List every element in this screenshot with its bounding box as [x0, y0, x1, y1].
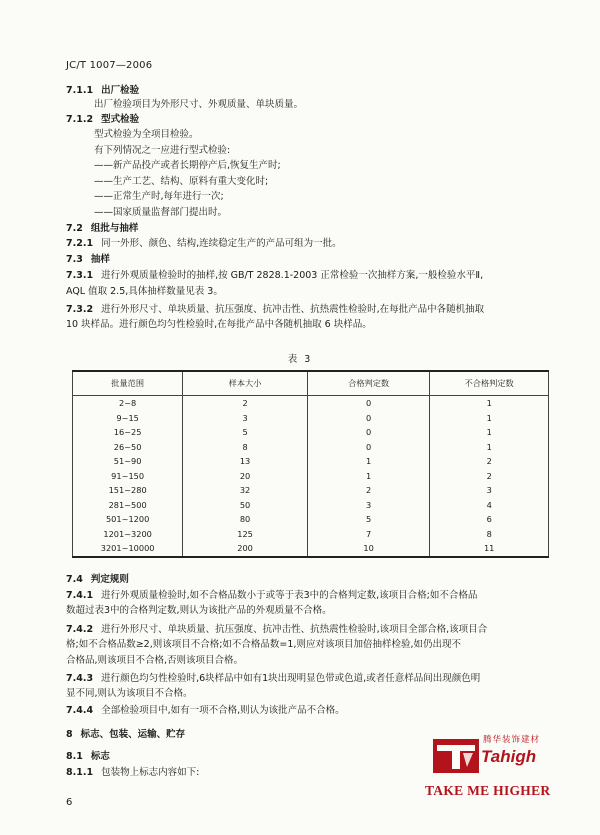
section-7-3-heading	[66, 253, 110, 266]
table-cell: 0	[307, 425, 430, 440]
table-cell: 8	[430, 527, 549, 542]
table-cell: 13	[183, 454, 308, 469]
table-cell: 501~1200	[73, 512, 183, 527]
paragraph: 进行外观质量检验时的抽样,按 GB/T 2828.1-2003 正常检验一次抽样方案,一般检验水平Ⅱ,	[101, 270, 484, 281]
section-number: 7.2	[66, 223, 83, 234]
paragraph: 进行颜色均匀性检验时,6块样品中如有1块出现明显色带或色道,或者任意样品间出现颜色明	[101, 673, 481, 684]
section-title: 判定规则	[90, 574, 129, 585]
table-cell: 50	[183, 498, 308, 513]
section-number: 7.4.3	[66, 673, 94, 684]
table-cell: 20	[183, 469, 308, 484]
table-row	[73, 396, 549, 411]
section-7-3-1	[66, 269, 483, 282]
brand-name: Tahigh	[481, 747, 537, 766]
list-item: ——国家质量监督部门提出时。	[94, 207, 228, 218]
table-cell: 2	[307, 483, 430, 498]
section-number: 7.4.4	[66, 705, 94, 716]
table-cell: 2	[430, 454, 549, 469]
table-caption: 表 3	[287, 354, 313, 365]
table-cell: 26~50	[73, 440, 183, 455]
table-cell: 1	[430, 411, 549, 426]
table-cell: 2	[183, 396, 308, 411]
paragraph: 进行外观质量检验时,如不合格品数小于或等于表3中的合格判定数,该项目合格;如不合格品	[101, 590, 478, 601]
sampling-table	[72, 370, 549, 558]
section-title: 组批与抽样	[90, 223, 139, 234]
table-cell: 11	[430, 541, 549, 557]
table-row	[73, 527, 549, 542]
table-cell: 281~500	[73, 498, 183, 513]
section-number: 8.1	[66, 751, 83, 762]
section-7-4-1	[66, 589, 477, 602]
paragraph: 合格品,则该项目不合格,否则该项目合格。	[66, 655, 244, 666]
table-cell: 10	[307, 541, 430, 557]
table-cell: 2	[430, 469, 549, 484]
section-number: 7.4	[66, 574, 83, 585]
table-cell: 7	[307, 527, 430, 542]
section-number: 7.1.1	[66, 85, 94, 96]
table-cell: 200	[183, 541, 308, 557]
table-cell: 3	[307, 498, 430, 513]
section-title: 标志	[90, 751, 110, 762]
section-number: 7.3	[66, 254, 83, 265]
table-cell: 5	[183, 425, 308, 440]
paragraph: AQL 值取 2.5,具体抽样数量见表 3。	[66, 286, 223, 297]
table-cell: 3	[183, 411, 308, 426]
paragraph: 进行外形尺寸、单块质量、抗压强度、抗冲击性、抗热震性检验时,在每批产品中各随机抽取	[101, 304, 485, 315]
paragraph: 出厂检验项目为外形尺寸、外观质量、单块质量。	[94, 99, 304, 110]
table-cell: 1	[430, 425, 549, 440]
table-cell: 4	[430, 498, 549, 513]
brand-chinese-name: 腾华装饰建材	[483, 735, 541, 745]
table-cell: 0	[307, 440, 430, 455]
paragraph: 格;如不合格品数≥2,则该项目不合格;如不合格品数=1,则应对该项目加倍抽样检验,如仍出现不	[66, 639, 461, 650]
table-cell: 9~15	[73, 411, 183, 426]
section-number: 7.2.1	[66, 238, 94, 249]
section-8-1-heading	[66, 750, 110, 763]
table-row	[73, 440, 549, 455]
brand-mark-icon	[433, 739, 479, 773]
table-row	[73, 425, 549, 440]
section-7-2-heading	[66, 222, 138, 235]
table-cell: 6	[430, 512, 549, 527]
table-cell: 1	[430, 440, 549, 455]
table-row	[73, 469, 549, 484]
table-cell: 16~25	[73, 425, 183, 440]
list-item: ——新产品投产或者长期停产后,恢复生产时;	[94, 160, 281, 171]
table-row	[73, 454, 549, 469]
paragraph: 数超过表3中的合格判定数,则认为该批产品的外观质量不合格。	[66, 605, 332, 616]
column-header: 合格判定数	[307, 371, 430, 396]
paragraph: 全部检验项目中,如有一项不合格,则认为该批产品不合格。	[101, 705, 345, 716]
section-7-4-2	[66, 623, 487, 636]
section-number: 7.1.2	[66, 114, 94, 125]
section-title: 抽样	[90, 254, 110, 265]
table-cell: 80	[183, 512, 308, 527]
paragraph: 10 块样品。进行颜色均匀性检验时,在每批产品中各随机抽取 6 块样品。	[66, 319, 372, 330]
paragraph: 同一外形、颜色、结构,连续稳定生产的产品可组为一批。	[101, 238, 342, 249]
table-cell: 1201~3200	[73, 527, 183, 542]
paragraph: 包装物上标志内容如下:	[101, 767, 200, 778]
section-7-1-2-heading	[66, 113, 139, 126]
table-cell: 51~90	[73, 454, 183, 469]
section-number: 7.3.1	[66, 270, 94, 281]
section-8-1-1	[66, 766, 199, 779]
table-cell: 3201~10000	[73, 541, 183, 557]
section-title: 出厂检验	[101, 85, 140, 96]
section-number: 8.1.1	[66, 767, 94, 778]
table-cell: 1	[307, 469, 430, 484]
table-row	[73, 541, 549, 557]
section-number: 7.4.1	[66, 590, 94, 601]
list-item: ——生产工艺、结构、原料有重大变化时;	[94, 176, 269, 187]
watermark-logo	[425, 729, 575, 824]
section-7-4-4	[66, 704, 345, 717]
brand-slogan: TAKE ME HIGHER	[425, 783, 551, 798]
table-cell: 1	[307, 454, 430, 469]
column-header: 批量范围	[73, 371, 183, 396]
table-header-row	[73, 371, 549, 396]
table-cell: 91~150	[73, 469, 183, 484]
section-7-3-2	[66, 303, 484, 316]
page-number: 6	[66, 797, 73, 808]
table-cell: 8	[183, 440, 308, 455]
table-row	[73, 498, 549, 513]
table-cell: 0	[307, 411, 430, 426]
paragraph: 显不同,则认为该项目不合格。	[66, 688, 193, 699]
paragraph: 型式检验为全项目检验。	[94, 129, 199, 140]
table-cell: 2~8	[73, 396, 183, 411]
section-7-4-3	[66, 672, 480, 685]
paragraph: 有下列情况之一应进行型式检验:	[94, 145, 231, 156]
section-7-1-1-heading	[66, 84, 139, 97]
section-number: 7.3.2	[66, 304, 94, 315]
table-cell: 3	[430, 483, 549, 498]
table-row	[73, 411, 549, 426]
table-row	[73, 512, 549, 527]
table-row	[73, 483, 549, 498]
running-header: JC/T 1007—2006	[66, 60, 153, 71]
column-header: 样本大小	[183, 371, 308, 396]
section-7-2-1	[66, 237, 342, 250]
section-7-4-heading	[66, 573, 129, 586]
table-cell: 151~280	[73, 483, 183, 498]
table-cell: 0	[307, 396, 430, 411]
table-cell: 5	[307, 512, 430, 527]
section-number: 8	[66, 729, 73, 740]
table-cell: 32	[183, 483, 308, 498]
section-title: 型式检验	[101, 114, 140, 125]
paragraph: 进行外形尺寸、单块质量、抗压强度、抗冲击性、抗热震性检验时,该项目全部合格,该项目合	[101, 624, 488, 635]
list-item: ——正常生产时,每年进行一次;	[94, 191, 224, 202]
section-number: 7.4.2	[66, 624, 94, 635]
table-cell: 125	[183, 527, 308, 542]
section-8-heading	[66, 728, 185, 741]
section-title: 标志、包装、运输、贮存	[80, 729, 186, 740]
table-cell: 1	[430, 396, 549, 411]
column-header: 不合格判定数	[430, 371, 549, 396]
